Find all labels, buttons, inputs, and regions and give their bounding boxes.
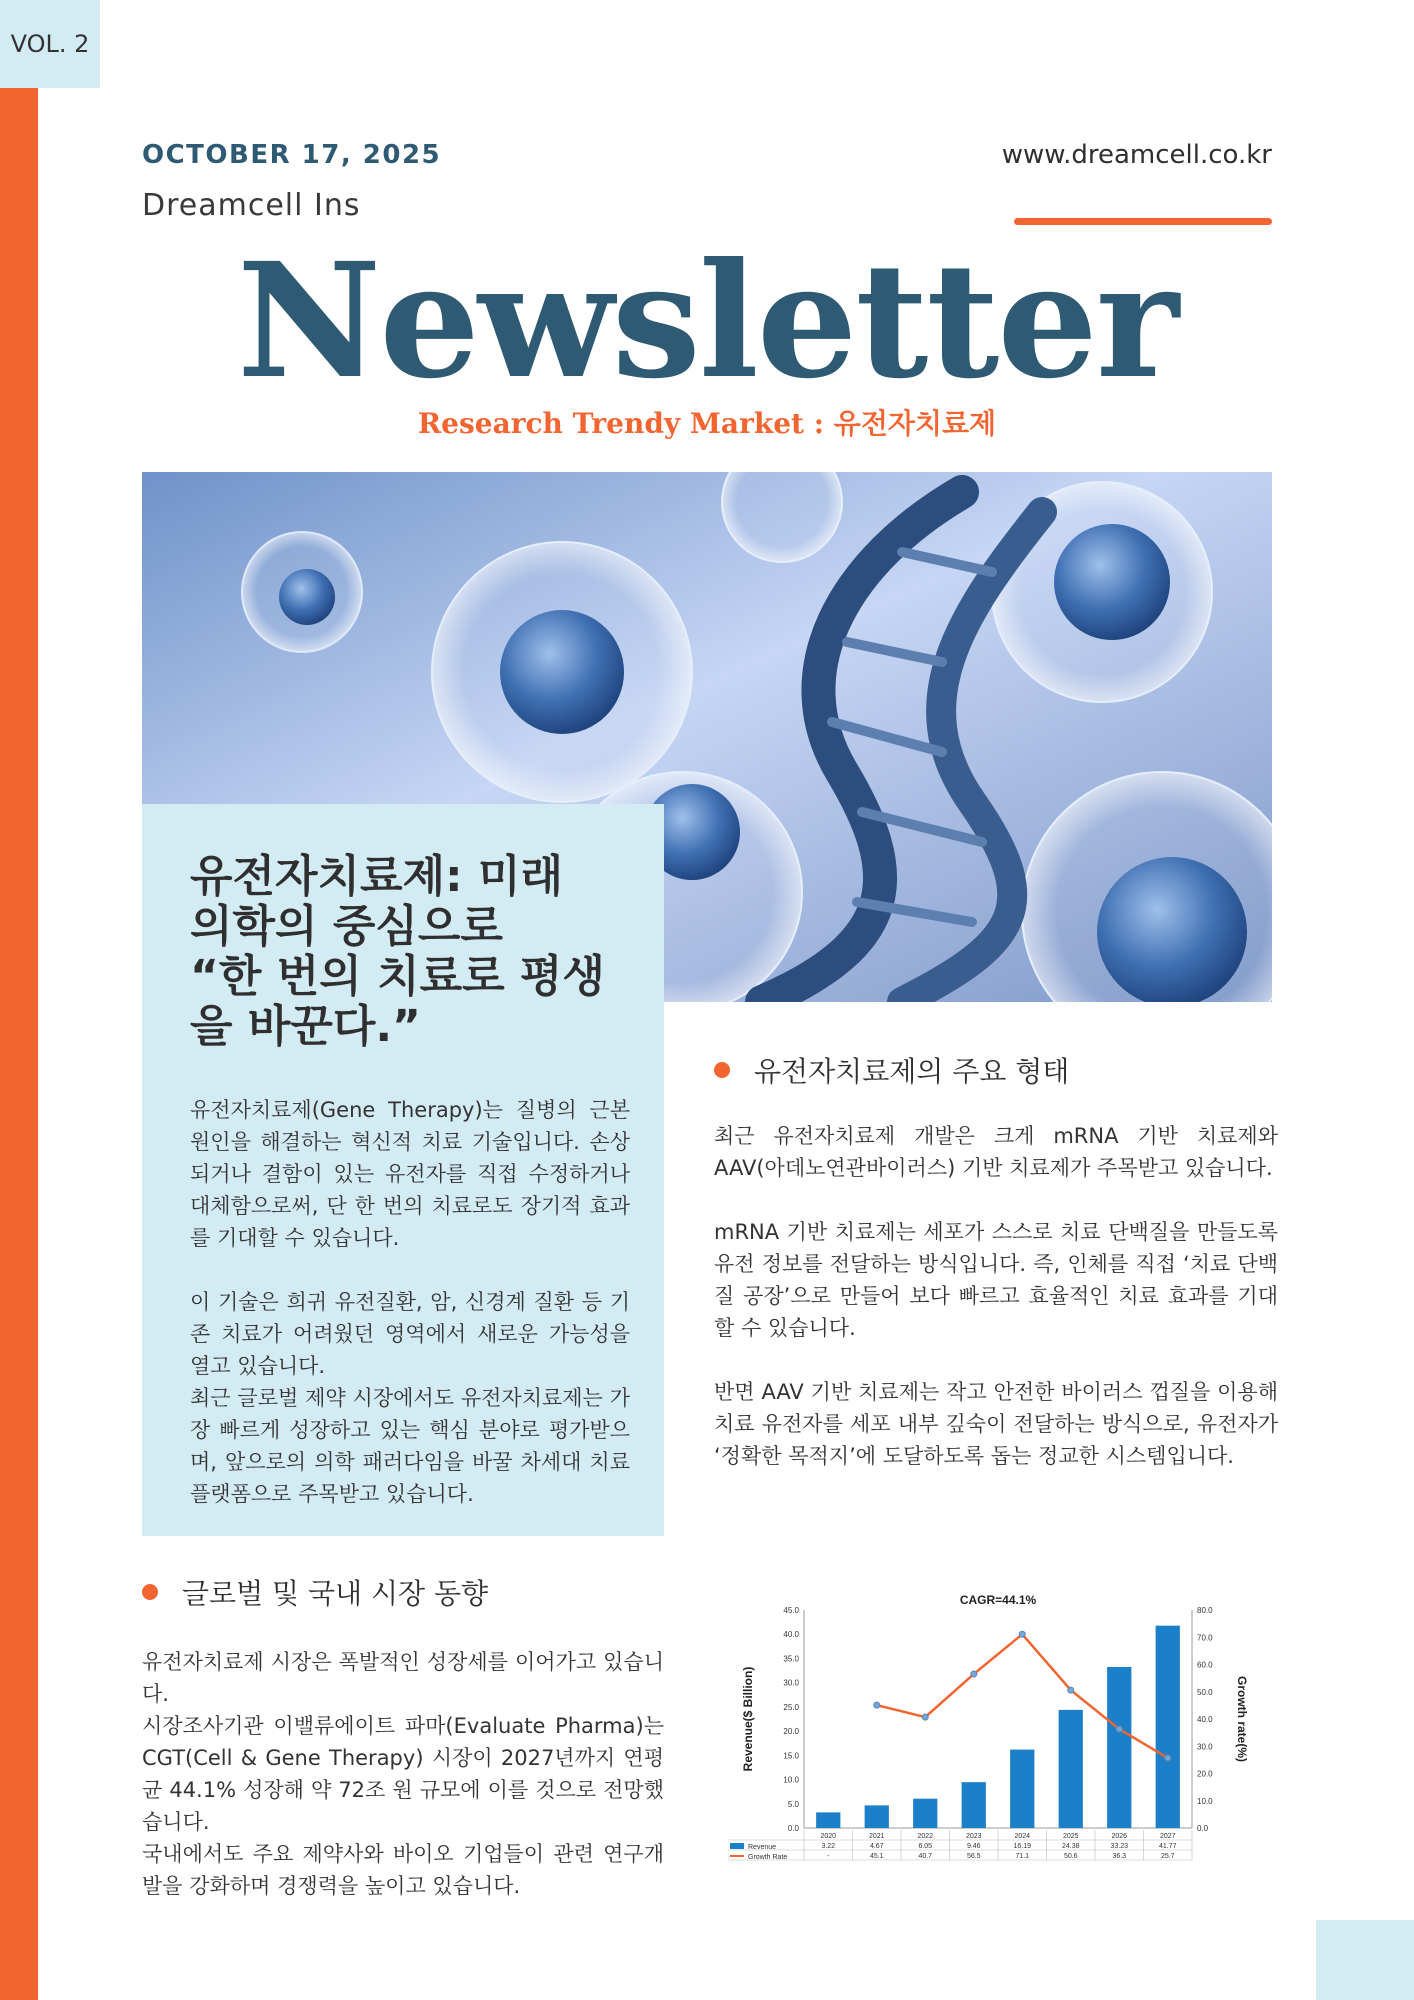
growth-data-label: 50.6	[1063, 1853, 1078, 1860]
growth-data-label: -	[827, 1853, 830, 1860]
legend-revenue-label: Revenue	[748, 1844, 777, 1851]
chart-title: CAGR=44.1%	[959, 1593, 1037, 1607]
market-chart	[718, 1580, 1272, 1875]
revenue-data-label: 9.46	[966, 1843, 981, 1850]
x-tick-label: 2020	[820, 1833, 837, 1840]
revenue-data-label: 16.19	[1013, 1843, 1032, 1850]
x-tick-label: 2027	[1159, 1833, 1176, 1840]
revenue-bar	[1059, 1710, 1083, 1828]
legend-growth-label: Growth Rate	[748, 1854, 788, 1861]
y2-tick-label: 70.0	[1197, 1633, 1213, 1643]
market-section-title	[142, 1572, 488, 1612]
growth-rate-point	[1165, 1755, 1171, 1761]
y-axis-label: Revenue($ Billion)	[741, 1666, 755, 1772]
market-body	[142, 1646, 664, 1902]
intro-paragraph: 최근 글로벌 제약 시장에서도 유전자치료제는 가장 빠르게 성장하고 있는 핵심 분야로 평가받으며, 앞으로의 의학 패러다임을 바꿀 차세대 치료 플랫폼으로 주목받고 있습니다.	[190, 1386, 630, 1506]
intro-panel	[142, 804, 664, 1536]
growth-rate-point	[1116, 1726, 1122, 1732]
issue-date: OCTOBER 17, 2025	[142, 140, 442, 170]
market-chart-svg	[718, 1580, 1272, 1875]
market-title-text: 글로벌 및 국내 시장 동향	[182, 1577, 489, 1610]
growth-data-label: 71.1	[1015, 1853, 1030, 1860]
market-paragraph: 시장조사기관 이밸류에이트 파마(Evaluate Pharma)는 CGT(Cell & Gene Therapy) 시장이 2027년까지 연평균 44.1% 성장해 약 72조 원 규모에 이를 것으로 전망했습니다.	[142, 1714, 664, 1834]
forms-section-title	[714, 1050, 1069, 1090]
revenue-bar	[1107, 1667, 1131, 1828]
bullet-dot-icon	[142, 1584, 158, 1600]
intro-headline-line: 의학의 중심으로	[190, 901, 503, 952]
y2-tick-label: 30.0	[1197, 1742, 1213, 1752]
growth-data-label: 25.7	[1160, 1853, 1175, 1860]
y-tick-label: 0.0	[787, 1824, 799, 1833]
x-tick-label: 2025	[1062, 1833, 1079, 1840]
market-paragraph: 국내에서도 주요 제약사와 바이오 기업들이 관련 연구개발을 강화하며 경쟁력을 높이고 있습니다.	[142, 1842, 664, 1898]
y-tick-label: 35.0	[783, 1654, 799, 1664]
growth-data-label: 40.7	[918, 1853, 933, 1860]
revenue-data-label: 33.23	[1110, 1843, 1129, 1850]
x-tick-label: 2021	[868, 1833, 885, 1840]
revenue-bar	[865, 1805, 889, 1828]
intro-headline	[190, 852, 630, 1052]
y2-tick-label: 0.0	[1197, 1824, 1209, 1833]
forms-body	[714, 1120, 1278, 1472]
x-tick-label: 2022	[917, 1833, 934, 1840]
y-tick-label: 40.0	[783, 1630, 799, 1640]
y2-tick-label: 50.0	[1197, 1687, 1213, 1697]
revenue-bar	[1156, 1626, 1180, 1828]
intro-body	[190, 1094, 630, 1510]
y2-tick-label: 80.0	[1197, 1606, 1213, 1615]
intro-paragraph: 유전자치료제(Gene Therapy)는 질병의 근본 원인을 해결하는 혁신적 치료 기술입니다. 손상되거나 결함이 있는 유전자를 직접 수정하거나 대체함으로써, 단 한 번의 치료로도 장기적 효과를 기대할 수 있습니다.	[190, 1098, 630, 1250]
market-paragraph: 유전자치료제 시장은 폭발적인 성장세를 이어가고 있습니다.	[142, 1650, 664, 1706]
y2-tick-label: 40.0	[1197, 1715, 1213, 1724]
revenue-bar	[816, 1812, 840, 1828]
y-tick-label: 5.0	[787, 1799, 799, 1809]
growth-rate-point	[1068, 1687, 1074, 1693]
y2-tick-label: 60.0	[1197, 1660, 1213, 1670]
growth-rate-point	[922, 1714, 928, 1720]
y2-axis-label: Growth rate(%)	[1235, 1675, 1249, 1763]
x-tick-label: 2023	[965, 1833, 982, 1840]
revenue-bar	[913, 1799, 937, 1828]
y-tick-label: 15.0	[783, 1751, 799, 1761]
y-tick-label: 10.0	[783, 1775, 799, 1785]
brand-name: Dreamcell Ins	[142, 188, 361, 223]
revenue-bar	[962, 1782, 986, 1828]
forms-paragraph: 반면 AAV 기반 치료제는 작고 안전한 바이러스 껍질을 이용해 치료 유전자를 세포 내부 깊숙이 전달하는 방식으로, 유전자가 ‘정확한 목적지’에 도달하도록 돕는 정교한 시스템입니다.	[714, 1380, 1278, 1468]
revenue-bar	[1010, 1750, 1034, 1828]
volume-badge	[0, 0, 100, 88]
website-underline	[1014, 218, 1272, 225]
y-tick-label: 45.0	[783, 1606, 799, 1615]
x-tick-label: 2026	[1111, 1833, 1128, 1840]
newsletter-title: Newsletter	[236, 229, 1178, 414]
corner-accent-box	[1316, 1920, 1414, 2000]
growth-rate-point	[1019, 1631, 1025, 1637]
intro-paragraph: 이 기술은 희귀 유전질환, 암, 신경계 질환 등 기존 치료가 어려웠던 영역에서 새로운 가능성을 열고 있습니다.	[190, 1290, 630, 1378]
revenue-data-label: 24.38	[1061, 1843, 1080, 1850]
y-tick-label: 25.0	[783, 1702, 799, 1712]
revenue-data-label: 41.77	[1158, 1843, 1177, 1850]
website-link[interactable]: www.dreamcell.co.kr	[1001, 140, 1272, 170]
intro-headline-line: 을 바꾼다.”	[190, 1001, 421, 1052]
growth-data-label: 36.3	[1112, 1853, 1127, 1860]
y2-tick-label: 10.0	[1197, 1796, 1213, 1806]
growth-data-label: 45.1	[869, 1853, 884, 1860]
y-tick-label: 20.0	[783, 1727, 799, 1737]
forms-title-text: 유전자치료제의 주요 형태	[754, 1055, 1070, 1088]
intro-headline-line: 유전자치료제: 미래	[190, 851, 563, 902]
y-tick-label: 30.0	[783, 1678, 799, 1688]
forms-paragraph: 최근 유전자치료제 개발은 크게 mRNA 기반 치료제와 AAV(아데노연관바이러스) 기반 치료제가 주목받고 있습니다.	[714, 1124, 1278, 1180]
legend-revenue-swatch	[730, 1843, 744, 1849]
x-tick-label: 2024	[1014, 1833, 1031, 1840]
newsletter-subtitle: Research Trendy Market : 유전자치료제	[417, 407, 997, 440]
bullet-dot-icon	[714, 1062, 730, 1078]
volume-label: VOL. 2	[10, 30, 90, 58]
growth-rate-point	[874, 1702, 880, 1708]
y2-tick-label: 20.0	[1197, 1769, 1213, 1779]
forms-paragraph: mRNA 기반 치료제는 세포가 스스로 치료 단백질을 만들도록 유전 정보를 전달하는 방식입니다. 즉, 인체를 직접 ‘치료 단백질 공장’으로 만들어 보다 빠르고 효율적인 치료 효과를 기대할 수 있습니다.	[714, 1220, 1278, 1340]
revenue-data-label: 6.05	[918, 1843, 933, 1850]
growth-data-label: 56.5	[966, 1853, 981, 1860]
revenue-data-label: 4.67	[869, 1843, 884, 1850]
revenue-data-label: 3.22	[821, 1843, 836, 1850]
intro-headline-line: “한 번의 치료로 평생	[190, 951, 605, 1002]
growth-rate-point	[971, 1671, 977, 1677]
